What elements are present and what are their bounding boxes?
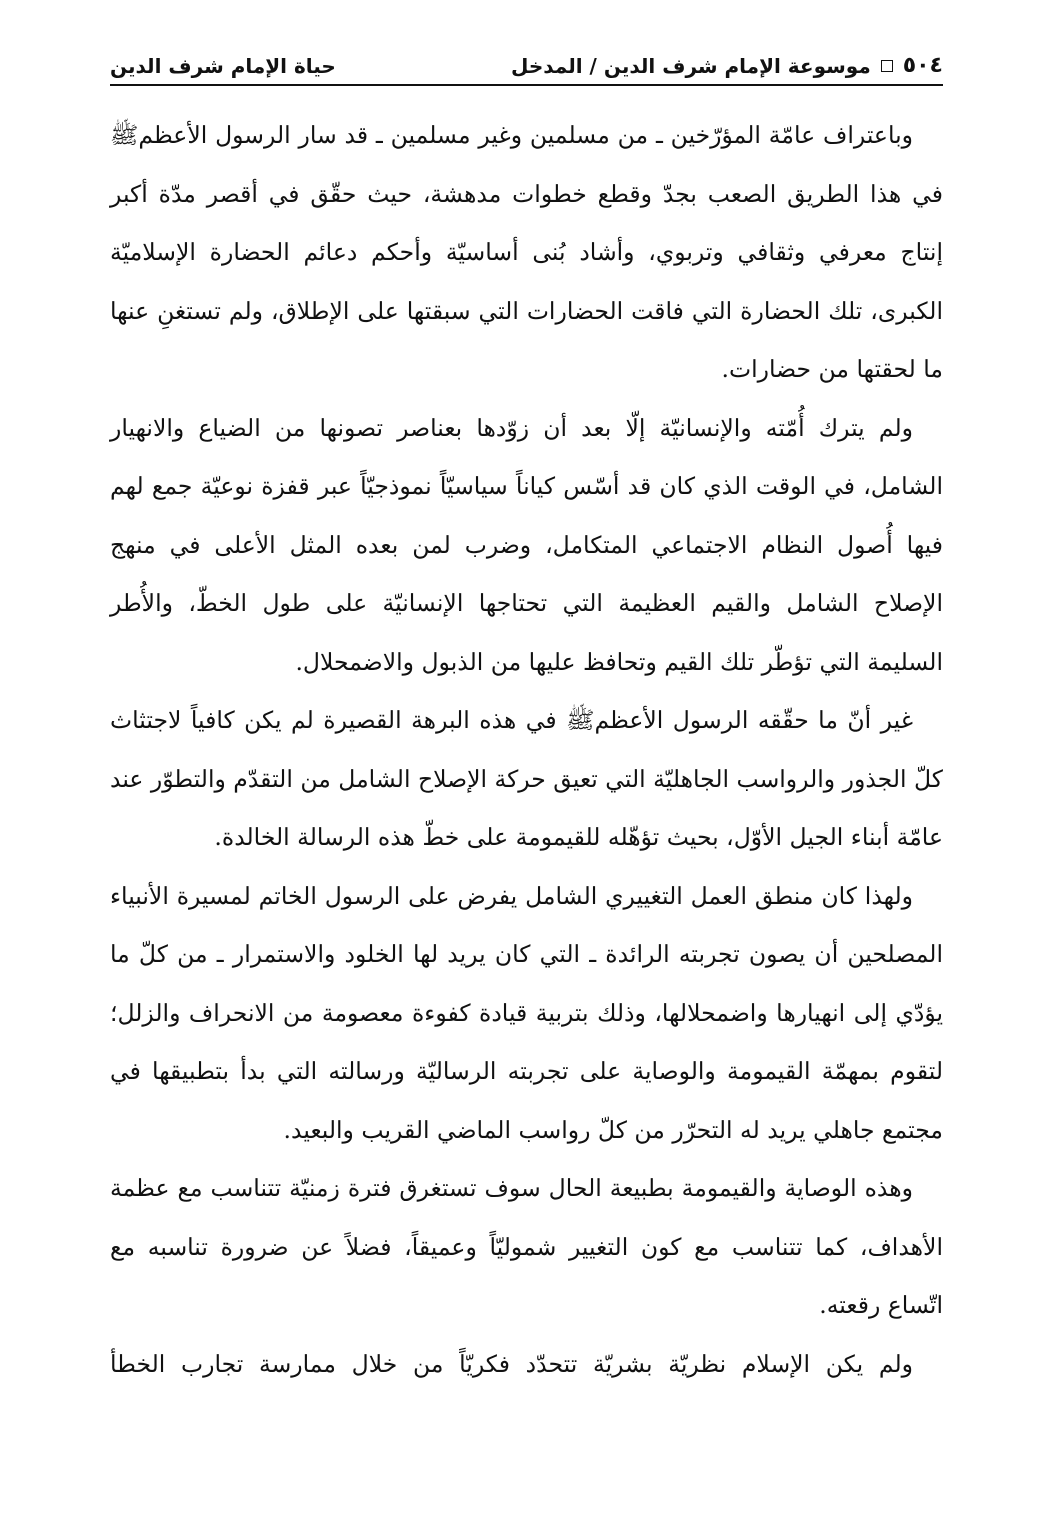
- page-number: ٥٠٤: [902, 53, 943, 78]
- paragraph-continued: ولم يكن الإسلام نظريّة بشريّة تتحدّد فكريّاً من خلال ممارسة تجارب الخطأ: [110, 1349, 913, 1378]
- section-title: حياة الإمام شرف الدين: [110, 54, 336, 78]
- paragraph: ولهذا كان منطق العمل التغييري الشامل يفرض على الرسول الخاتم لمسيرة الأنبياء المصلحين أن يصون تجربته الرائدة ـ التي كان يريد لها الخلود والاستمرار ـ من كلّ ما يؤدّي إلى انهيارها واضمحلالها، وذلك بتربية قيادة كفوءة معصومة من الانحراف والزلل؛ لتقوم بمهمّة القيمومة والوصاية على تجربته الرساليّة ورسالته التي بدأ بتطبيقها في مجتمع جاهلي يريد له التحرّر من كلّ رواسب الماضي القريب والبعيد.: [110, 881, 943, 1144]
- square-separator-icon: [881, 60, 893, 72]
- page-header: [110, 40, 943, 86]
- paragraph: ولم يترك أُمّته والإنسانيّة إلّا بعد أن زوّدها بعناصر تصونها من الضياع والانهيار الشامل، في الوقت الذي كان قد أسّس كياناً سياسيّاً نموذجيّاً عبر قفزة نوعيّة جمع لهم فيها أُصول النظام الاجتماعي المتكامل، وضرب لمن بعده المثل الأعلى في منهج الإصلاح الشامل والقيم العظيمة التي تحتاجها الإنسانيّة على طول الخطّ، والأُطر السليمة التي تؤطّر تلك القيم وتحافظ عليها من الذبول والاضمحلال.: [110, 413, 943, 676]
- paragraph: وهذه الوصاية والقيمومة بطبيعة الحال سوف تستغرق فترة زمنيّة تتناسب مع عظمة الأهداف، كما تتناسب مع كون التغيير شموليّاً وعميقاً، فضلاً عن ضرورة تناسبه مع اتّساع رقعته.: [110, 1174, 943, 1319]
- page-body: [110, 106, 943, 1393]
- paragraph: غير أنّ ما حقّقه الرسول الأعظمﷺ في هذه البرهة القصيرة لم يكن كافياً لاجتثاث كلّ الجذور والرواسب الجاهليّة التي تعيق حركة الإصلاح الشامل من التقدّم والتطوّر عند عامّة أبناء الجيل الأوّل، بحيث تؤهّله للقيمومة على خطّ هذه الرسالة الخالدة.: [110, 706, 943, 851]
- book-title: موسوعة الإمام شرف الدين / المدخل: [511, 53, 871, 78]
- header-book-info: [511, 53, 943, 78]
- paragraph: وباعتراف عامّة المؤرّخين ـ من مسلمين وغير مسلمين ـ قد سار الرسول الأعظمﷺ في هذا الطريق الصعب بجدّ وقطع خطوات مدهشة، حيث حقّق في أقصر مدّة أكبر إنتاج معرفي وثقافي وتربوي، وأشاد بُنى أساسيّة وأحكم دعائم الحضارة الإسلاميّة الكبرى، تلك الحضارة التي فاقت الحضارات التي سبقتها على الإطلاق، ولم تستغنِ عنها ما لحقتها من حضارات.: [110, 121, 943, 383]
